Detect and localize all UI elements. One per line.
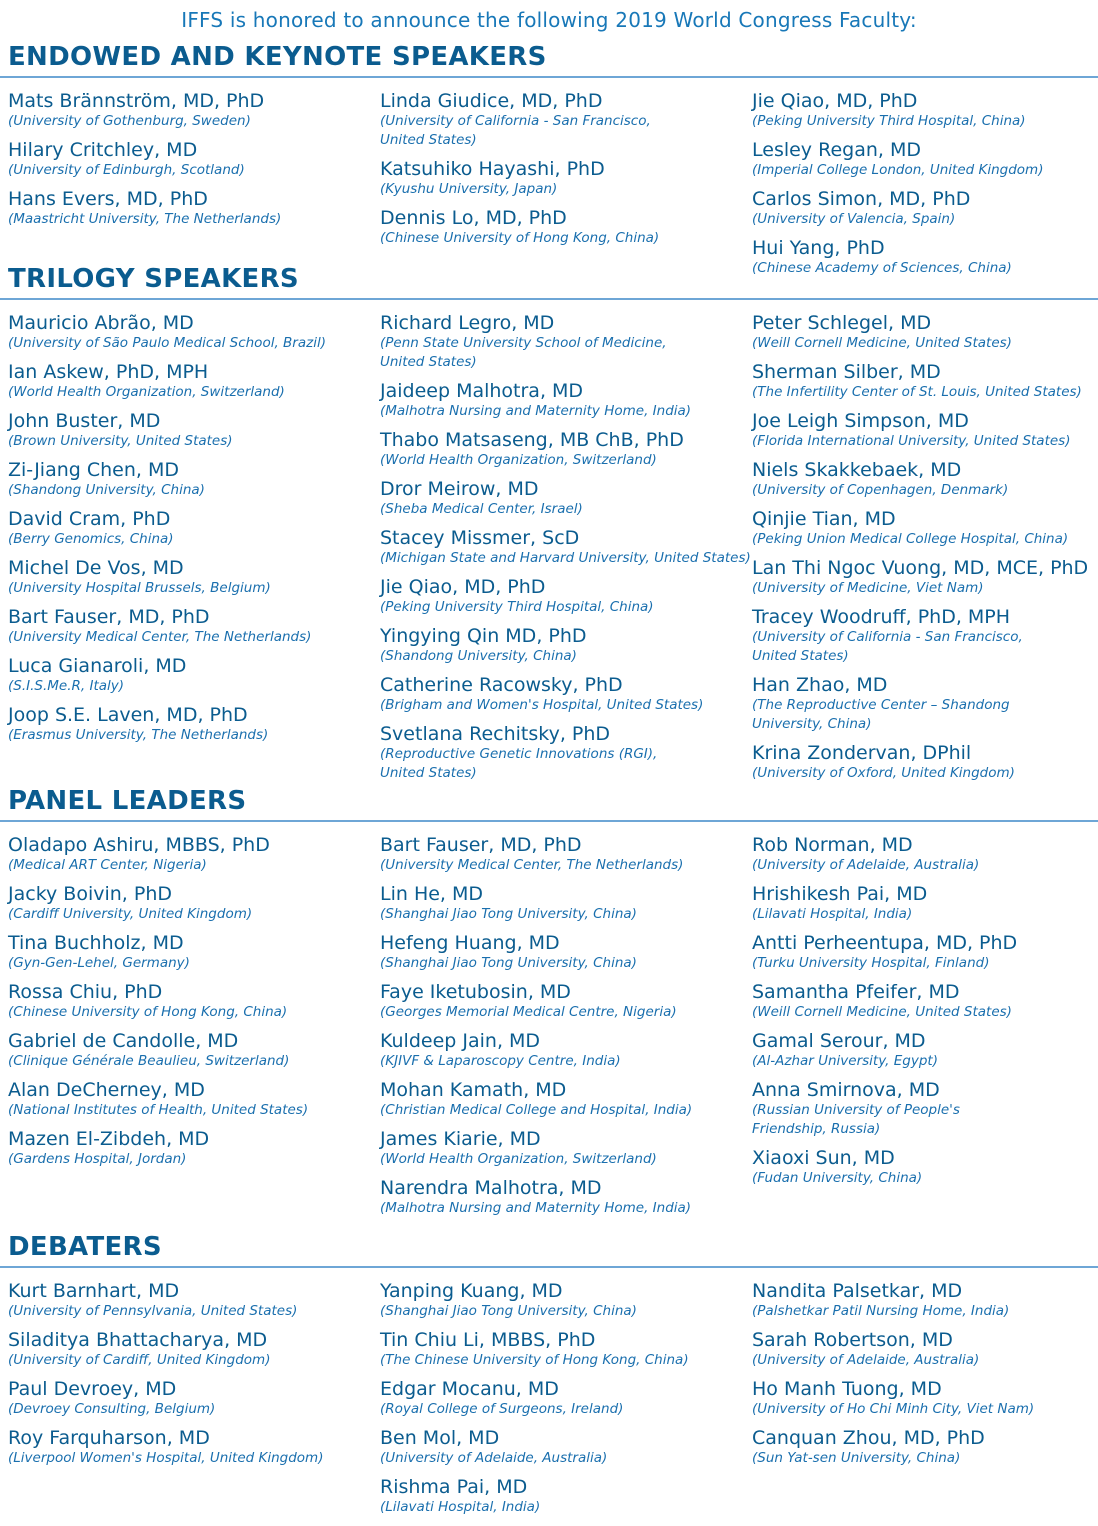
faculty-affiliation: (University of Edinburgh, Scotland)	[8, 162, 245, 178]
faculty-name: James Kiarie, MD	[380, 1128, 541, 1150]
faculty-entry	[752, 981, 1012, 1022]
faculty-affiliation: (University of Copenhagen, Denmark)	[752, 482, 1009, 498]
faculty-affiliation: (University of Medicine, Viet Nam)	[752, 580, 984, 596]
faculty-name: Hefeng Huang, MD	[380, 932, 560, 954]
faculty-name: Niels Skakkebaek, MD	[752, 459, 962, 481]
faculty-name: Luca Gianaroli, MD	[8, 655, 187, 677]
faculty-affiliation: (Peking University Third Hospital, China)	[380, 599, 654, 615]
faculty-affiliation: (University Hospital Brussels, Belgium)	[8, 580, 271, 596]
faculty-affiliation: (Gyn-Gen-Lehel, Germany)	[8, 955, 190, 971]
faculty-affiliation: (University of California - San Francisco,	[380, 113, 651, 129]
faculty-affiliation: (S.I.S.Me.R, Italy)	[8, 678, 125, 694]
faculty-entry	[380, 981, 677, 1022]
faculty-name: Ben Mol, MD	[380, 1427, 500, 1449]
faculty-name: Linda Giudice, MD, PhD	[380, 90, 603, 112]
faculty-affiliation: (Shanghai Jiao Tong University, China)	[380, 906, 637, 922]
faculty-affiliation: (Florida International University, United States)	[752, 433, 1071, 449]
faculty-entry	[380, 625, 587, 666]
faculty-entry	[380, 380, 691, 421]
faculty-affiliation: (Georges Memorial Medical Centre, Nigeria)	[380, 1004, 677, 1020]
faculty-entry	[380, 1427, 607, 1468]
faculty-name: Carlos Simon, MD, PhD	[752, 188, 971, 210]
faculty-entry	[8, 606, 311, 647]
faculty-affiliation: (Peking Union Medical College Hospital, China)	[752, 531, 1069, 547]
faculty-entry	[380, 90, 651, 150]
faculty-name: Svetlana Rechitsky, PhD	[380, 723, 611, 745]
faculty-entry	[380, 429, 684, 470]
faculty-name: Stacey Missmer, ScD	[380, 527, 580, 549]
faculty-name: Peter Schlegel, MD	[752, 312, 932, 334]
faculty-entry	[752, 674, 1010, 734]
faculty-affiliation: (Berry Genomics, China)	[8, 531, 174, 547]
faculty-entry	[752, 1147, 922, 1188]
faculty-affiliation: (Chinese University of Hong Kong, China)	[380, 230, 660, 246]
faculty-affiliation: (Kyushu University, Japan)	[380, 181, 558, 197]
faculty-entry	[380, 576, 654, 617]
section-divider	[0, 298, 1098, 300]
faculty-entry	[8, 1079, 308, 1120]
faculty-entry	[752, 361, 1082, 402]
faculty-affiliation: (University of Ho Chi Minh City, Viet Nam)	[752, 1401, 1035, 1417]
faculty-name: Krina Zondervan, DPhil	[752, 742, 972, 764]
faculty-affiliation: United States)	[752, 648, 849, 664]
faculty-affiliation: (University of Adelaide, Australia)	[752, 1352, 980, 1368]
faculty-entry	[752, 834, 979, 875]
faculty-entry	[752, 1378, 1034, 1419]
faculty-name: Xiaoxi Sun, MD	[752, 1147, 895, 1169]
faculty-affiliation: (Fudan University, China)	[752, 1170, 923, 1186]
faculty-name: Nandita Palsetkar, MD	[752, 1280, 963, 1302]
faculty-name: Jacky Boivin, PhD	[8, 883, 173, 905]
faculty-entry	[8, 834, 270, 875]
faculty-affiliation: (University of Pennsylvania, United States)	[8, 1303, 298, 1319]
faculty-affiliation: (Erasmus University, The Netherlands)	[8, 727, 269, 743]
faculty-entry	[380, 1079, 692, 1120]
faculty-name: Faye Iketubosin, MD	[380, 981, 571, 1003]
faculty-entry	[8, 508, 174, 549]
faculty-affiliation: (Reproductive Genetic Innovations (RGI),	[380, 746, 658, 762]
page-intro: IFFS is honored to announce the following 2019 World Congress Faculty:	[181, 8, 917, 32]
faculty-name: Tina Buchholz, MD	[8, 932, 184, 954]
faculty-name: Sherman Silber, MD	[752, 361, 941, 383]
faculty-affiliation: (University of Valencia, Spain)	[752, 211, 956, 227]
faculty-name: Mauricio Abrão, MD	[8, 312, 194, 334]
faculty-entry	[752, 742, 1015, 783]
faculty-entry	[8, 1378, 215, 1419]
faculty-entry	[752, 90, 1026, 131]
faculty-entry	[8, 883, 252, 924]
faculty-affiliation: (University of Adelaide, Australia)	[752, 857, 980, 873]
faculty-affiliation: United States)	[380, 354, 477, 370]
faculty-entry	[8, 1427, 323, 1468]
faculty-affiliation: (Chinese Academy of Sciences, China)	[752, 260, 1012, 276]
faculty-entry	[752, 188, 970, 229]
faculty-affiliation: (Imperial College London, United Kingdom)	[752, 162, 1044, 178]
faculty-affiliation: United States)	[380, 765, 477, 781]
faculty-affiliation: (Russian University of People's	[752, 1102, 960, 1118]
faculty-affiliation: Friendship, Russia)	[752, 1121, 881, 1137]
faculty-name: Bart Fauser, MD, PhD	[8, 606, 210, 628]
faculty-entry	[380, 527, 751, 568]
faculty-name: Kurt Barnhart, MD	[8, 1280, 180, 1302]
faculty-entry	[752, 459, 1008, 500]
faculty-name: Hrishikesh Pai, MD	[752, 883, 928, 905]
faculty-affiliation: (University of Gothenburg, Sweden)	[8, 113, 251, 129]
faculty-name: Jie Qiao, MD, PhD	[752, 90, 918, 112]
faculty-affiliation: (Cardiff University, United Kingdom)	[8, 906, 253, 922]
faculty-entry	[752, 1329, 979, 1370]
faculty-entry	[380, 312, 667, 372]
faculty-entry	[380, 674, 703, 715]
faculty-name: Lin He, MD	[380, 883, 484, 905]
faculty-name: Han Zhao, MD	[752, 674, 888, 696]
faculty-name: Sarah Robertson, MD	[752, 1329, 953, 1351]
faculty-affiliation: (University of California - San Francisco,	[752, 629, 1023, 645]
faculty-affiliation: (Lilavati Hospital, India)	[380, 1499, 541, 1515]
faculty-entry	[8, 459, 205, 500]
faculty-name: Tin Chiu Li, MBBS, PhD	[380, 1329, 596, 1351]
faculty-affiliation: (Malhotra Nursing and Maternity Home, India)	[380, 1200, 692, 1216]
faculty-entry	[8, 932, 190, 973]
faculty-name: Ian Askew, PhD, MPH	[8, 361, 209, 383]
faculty-name: Antti Perheentupa, MD, PhD	[752, 932, 1018, 954]
faculty-name: Michel De Vos, MD	[8, 557, 184, 579]
faculty-affiliation: (National Institutes of Health, United States)	[8, 1102, 309, 1118]
section-title: PANEL LEADERS	[8, 786, 247, 816]
faculty-name: Alan DeCherney, MD	[8, 1079, 205, 1101]
faculty-name: Narendra Malhotra, MD	[380, 1177, 602, 1199]
faculty-affiliation: (Shandong University, China)	[380, 648, 577, 664]
faculty-name: Bart Fauser, MD, PhD	[380, 834, 582, 856]
faculty-name: Qinjie Tian, MD	[752, 508, 896, 530]
faculty-entry	[752, 312, 1012, 353]
faculty-affiliation: (University of Adelaide, Australia)	[380, 1450, 608, 1466]
faculty-entry	[8, 139, 245, 180]
faculty-name: Gamal Serour, MD	[752, 1030, 926, 1052]
faculty-entry	[8, 1329, 270, 1370]
faculty-affiliation: (Turku University Hospital, Finland)	[752, 955, 990, 971]
faculty-affiliation: (Sun Yat-sen University, China)	[752, 1450, 961, 1466]
faculty-affiliation: (The Chinese University of Hong Kong, China)	[380, 1352, 689, 1368]
faculty-affiliation: (University Medical Center, The Netherlands)	[380, 857, 684, 873]
faculty-affiliation: (Michigan State and Harvard University, United States)	[380, 550, 751, 566]
faculty-affiliation: (The Reproductive Center – Shandong	[752, 697, 1010, 713]
faculty-affiliation: (Lilavati Hospital, India)	[752, 906, 913, 922]
faculty-name: Catherine Racowsky, PhD	[380, 674, 623, 696]
section-divider	[0, 76, 1098, 78]
faculty-name: Lan Thi Ngoc Vuong, MD, MCE, PhD	[752, 557, 1089, 579]
faculty-name: Thabo Matsaseng, MB ChB, PhD	[380, 429, 684, 451]
faculty-name: John Buster, MD	[8, 410, 161, 432]
faculty-name: Gabriel de Candolle, MD	[8, 1030, 239, 1052]
faculty-name: Roy Farquharson, MD	[8, 1427, 210, 1449]
faculty-name: Jie Qiao, MD, PhD	[380, 576, 546, 598]
faculty-affiliation: (Peking University Third Hospital, China)	[752, 113, 1026, 129]
section-divider	[0, 1266, 1098, 1268]
faculty-name: Joop S.E. Laven, MD, PhD	[8, 704, 248, 726]
faculty-name: Dennis Lo, MD, PhD	[380, 207, 567, 229]
faculty-entry	[752, 1427, 985, 1468]
section-title: TRILOGY SPEAKERS	[8, 264, 299, 294]
faculty-affiliation: (The Infertility Center of St. Louis, United States)	[752, 384, 1082, 400]
faculty-name: Hans Evers, MD, PhD	[8, 188, 208, 210]
faculty-name: Canquan Zhou, MD, PhD	[752, 1427, 985, 1449]
faculty-name: Hui Yang, PhD	[752, 237, 885, 259]
faculty-affiliation: (University Medical Center, The Netherlands)	[8, 629, 312, 645]
faculty-affiliation: (Shandong University, China)	[8, 482, 205, 498]
faculty-entry	[752, 557, 1088, 598]
faculty-affiliation: (Gardens Hospital, Jordan)	[8, 1151, 187, 1167]
faculty-affiliation: (KJIVF & Laparoscopy Centre, India)	[380, 1053, 621, 1069]
faculty-affiliation: (Weill Cornell Medicine, United States)	[752, 1004, 1012, 1020]
faculty-entry	[380, 1476, 540, 1517]
faculty-name: Lesley Regan, MD	[752, 139, 921, 161]
faculty-affiliation: (University of Oxford, United Kingdom)	[752, 765, 1015, 781]
faculty-entry	[8, 981, 287, 1022]
faculty-affiliation: (Royal College of Surgeons, Ireland)	[380, 1401, 624, 1417]
faculty-entry	[8, 1128, 209, 1169]
faculty-name: Katsuhiko Hayashi, PhD	[380, 158, 605, 180]
faculty-entry	[380, 1030, 621, 1071]
faculty-entry	[752, 1030, 938, 1071]
faculty-affiliation: (Liverpool Women's Hospital, United Kingdom)	[8, 1450, 324, 1466]
faculty-affiliation: (University of São Paulo Medical School, Brazil)	[8, 335, 326, 351]
faculty-name: Rishma Pai, MD	[380, 1476, 528, 1498]
faculty-entry	[380, 1128, 657, 1169]
faculty-affiliation: (World Health Organization, Switzerland)	[8, 384, 285, 400]
section-title: DEBATERS	[8, 1232, 162, 1262]
faculty-entry	[752, 606, 1023, 666]
faculty-name: Zi-Jiang Chen, MD	[8, 459, 180, 481]
faculty-entry	[752, 883, 927, 924]
faculty-name: Siladitya Bhattacharya, MD	[8, 1329, 268, 1351]
faculty-entry	[380, 158, 605, 199]
faculty-affiliation: University, China)	[752, 716, 872, 732]
faculty-name: Mats Brännström, MD, PhD	[8, 90, 265, 112]
faculty-affiliation: (Palshetkar Patil Nursing Home, India)	[752, 1303, 1010, 1319]
faculty-entry	[380, 1329, 689, 1370]
faculty-affiliation: (Sheba Medical Center, Israel)	[380, 501, 583, 517]
faculty-affiliation: (Medical ART Center, Nigeria)	[8, 857, 207, 873]
faculty-affiliation: (Shanghai Jiao Tong University, China)	[380, 955, 637, 971]
faculty-name: Yanping Kuang, MD	[380, 1280, 563, 1302]
faculty-name: Paul Devroey, MD	[8, 1378, 177, 1400]
faculty-entry	[8, 361, 285, 402]
faculty-affiliation: United States)	[380, 132, 477, 148]
faculty-affiliation: (Weill Cornell Medicine, United States)	[752, 335, 1012, 351]
faculty-entry	[752, 932, 1017, 973]
faculty-entry	[8, 1030, 289, 1071]
faculty-affiliation: (Clinique Générale Beaulieu, Switzerland)	[8, 1053, 290, 1069]
faculty-name: Kuldeep Jain, MD	[380, 1030, 541, 1052]
faculty-affiliation: (Shanghai Jiao Tong University, China)	[380, 1303, 637, 1319]
faculty-entry	[380, 883, 637, 924]
faculty-name: Oladapo Ashiru, MBBS, PhD	[8, 834, 270, 856]
faculty-name: Dror Meirow, MD	[380, 478, 539, 500]
faculty-name: Tracey Woodruff, PhD, MPH	[752, 606, 1011, 628]
faculty-affiliation: (Devroey Consulting, Belgium)	[8, 1401, 216, 1417]
faculty-entry	[752, 508, 1068, 549]
faculty-name: Ho Manh Tuong, MD	[752, 1378, 942, 1400]
faculty-entry	[8, 90, 264, 131]
faculty-name: Rob Norman, MD	[752, 834, 913, 856]
faculty-entry	[380, 1280, 637, 1321]
faculty-affiliation: (Al-Azhar University, Egypt)	[752, 1053, 938, 1069]
faculty-entry	[380, 723, 657, 783]
faculty-name: Joe Leigh Simpson, MD	[752, 410, 969, 432]
section-divider	[0, 820, 1098, 822]
faculty-affiliation: (Maastricht University, The Netherlands)	[8, 211, 282, 227]
faculty-entry	[8, 704, 268, 745]
faculty-entry	[752, 139, 1043, 180]
faculty-affiliation: (Brown University, United States)	[8, 433, 233, 449]
faculty-name: Edgar Mocanu, MD	[380, 1378, 559, 1400]
faculty-entry	[8, 1280, 297, 1321]
faculty-name: Hilary Critchley, MD	[8, 139, 198, 161]
faculty-name: Mohan Kamath, MD	[380, 1079, 567, 1101]
faculty-affiliation: (Chinese University of Hong Kong, China)	[8, 1004, 288, 1020]
faculty-affiliation: (University of Cardiff, United Kingdom)	[8, 1352, 271, 1368]
faculty-affiliation: (Malhotra Nursing and Maternity Home, India)	[380, 403, 692, 419]
faculty-entry	[752, 410, 1070, 451]
faculty-entry	[752, 1079, 960, 1139]
faculty-name: Yingying Qin MD, PhD	[380, 625, 587, 647]
faculty-entry	[380, 478, 583, 519]
faculty-entry	[8, 312, 326, 353]
faculty-entry	[380, 207, 659, 248]
faculty-entry	[8, 188, 281, 229]
faculty-entry	[380, 834, 683, 875]
faculty-affiliation: (Brigham and Women's Hospital, United States)	[380, 697, 704, 713]
faculty-name: Rossa Chiu, PhD	[8, 981, 163, 1003]
faculty-entry	[752, 237, 1012, 278]
faculty-affiliation: (World Health Organization, Switzerland)	[380, 452, 657, 468]
faculty-affiliation: (Penn State University School of Medicine,	[380, 335, 667, 351]
faculty-entry	[380, 1177, 691, 1218]
faculty-entry	[8, 655, 186, 696]
faculty-entry	[380, 932, 637, 973]
faculty-name: Richard Legro, MD	[380, 312, 555, 334]
faculty-affiliation: (Christian Medical College and Hospital, India)	[380, 1102, 693, 1118]
faculty-name: Jaideep Malhotra, MD	[380, 380, 584, 402]
faculty-entry	[8, 557, 271, 598]
faculty-entry	[8, 410, 233, 451]
faculty-name: David Cram, PhD	[8, 508, 171, 530]
faculty-affiliation: (World Health Organization, Switzerland)	[380, 1151, 657, 1167]
faculty-name: Anna Smirnova, MD	[752, 1079, 940, 1101]
section-title: ENDOWED AND KEYNOTE SPEAKERS	[8, 42, 547, 72]
faculty-name: Mazen El-Zibdeh, MD	[8, 1128, 210, 1150]
faculty-name: Samantha Pfeifer, MD	[752, 981, 960, 1003]
faculty-entry	[752, 1280, 1009, 1321]
faculty-entry	[380, 1378, 623, 1419]
